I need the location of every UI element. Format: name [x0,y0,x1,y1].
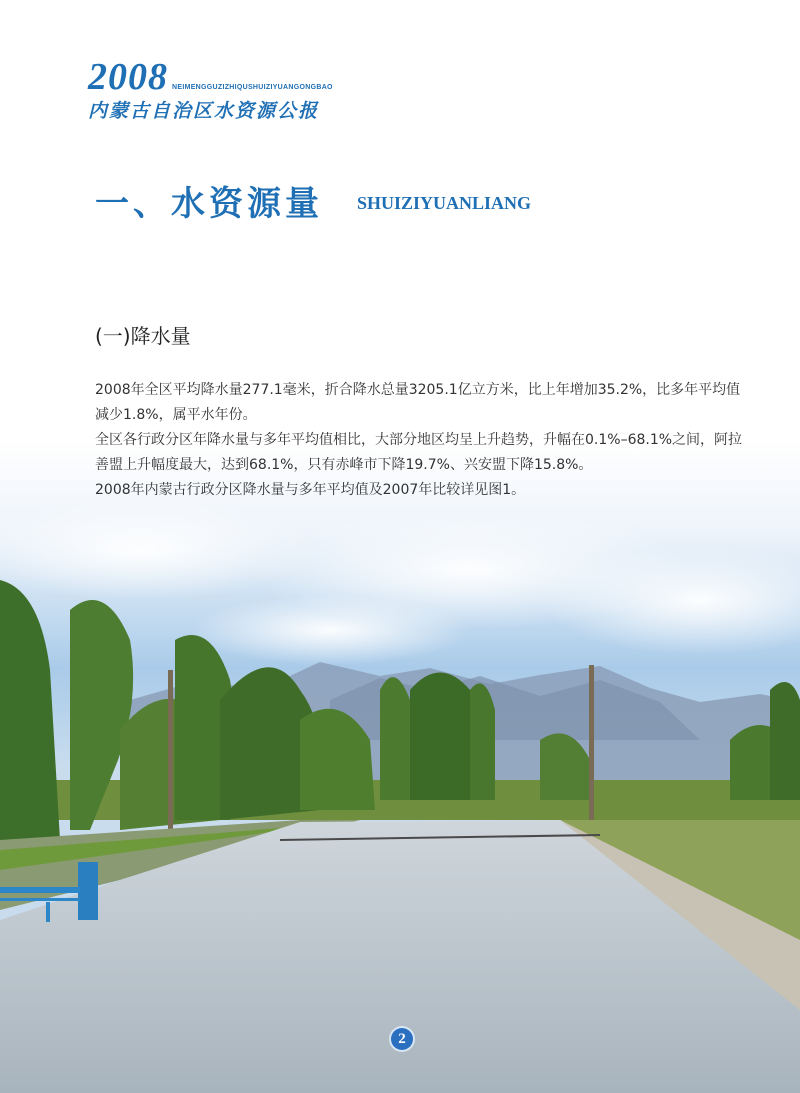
paragraph: 全区各行政分区年降水量与多年平均值相比，大部分地区均呈上升趋势，升幅在0.1%–68.1%之间，阿拉善盟上升幅度最大，达到68.1%，只有赤峰市下降19.7%、兴安盟下降15.8%。 [95,432,743,473]
section-heading: 一、水资源量 [95,184,323,224]
paragraph: 2008年全区平均降水量277.1毫米，折合降水总量3205.1亿立方米，比上年增加35.2%，比多年平均值减少1.8%，属平水年份。 [95,382,741,423]
body-text [95,378,750,503]
section-pinyin: SHUIZIYUANLIANG [357,193,532,213]
logo-title: 内蒙古自治区水资源公报 [88,100,320,122]
canal-landscape-photo [0,440,800,1093]
logo-year: 2008 [88,56,168,98]
paragraph: 2008年内蒙古行政分区降水量与多年平均值及2007年比较详见图1。 [95,482,526,498]
logo-pinyin: NEIMENGGUZIZHIQUSHUIZIYUANGONGBAO [172,84,333,91]
page-number: 2 [391,1028,413,1050]
subsection-heading: (一)降水量 [95,324,191,348]
